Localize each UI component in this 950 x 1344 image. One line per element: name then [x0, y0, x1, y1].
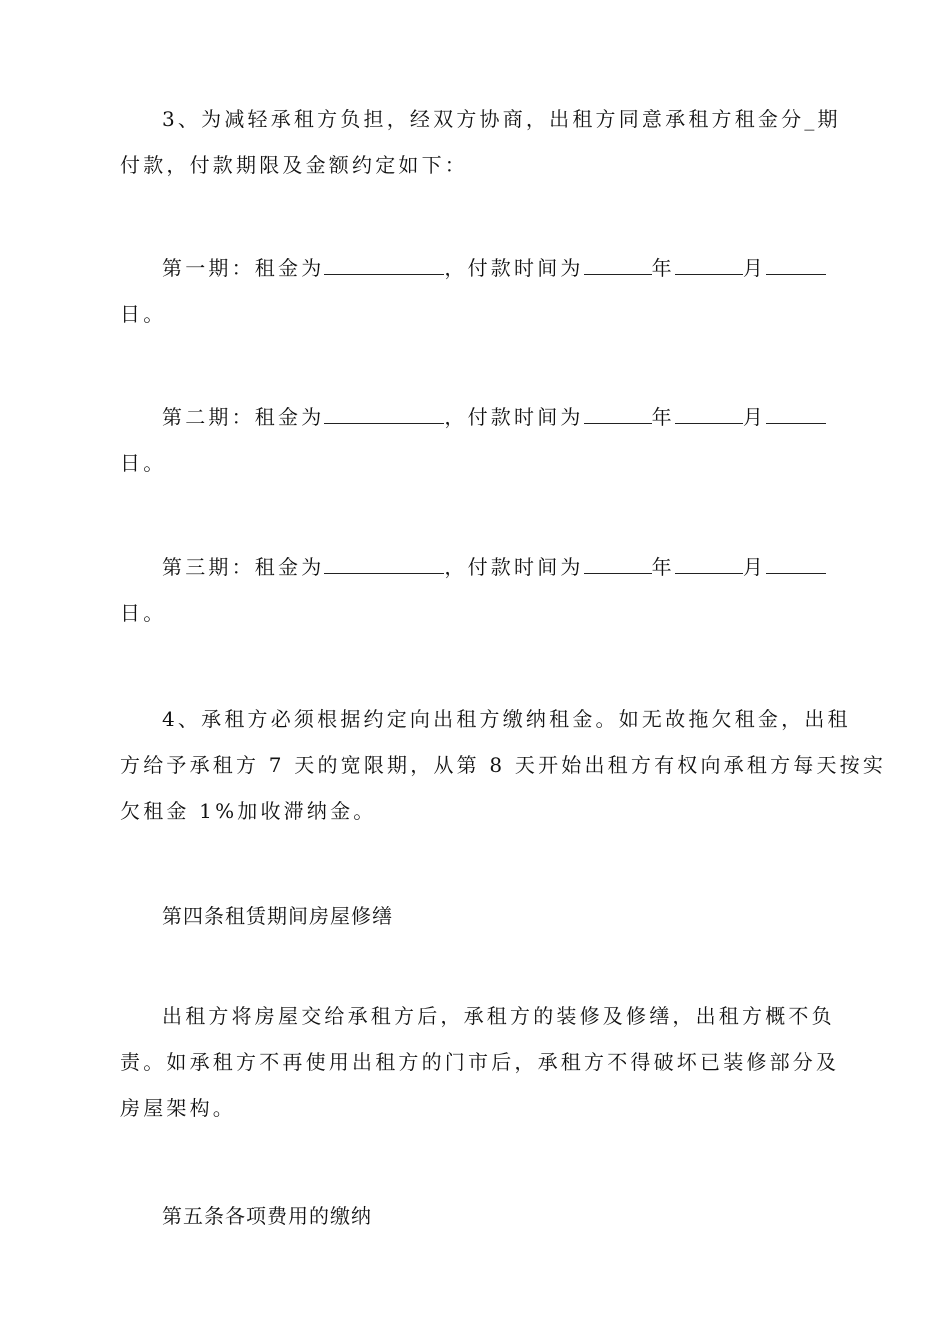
installment-1	[120, 245, 832, 337]
installment-2-label: 第二期：租金为	[162, 405, 325, 429]
installment-3-year: 年	[651, 555, 675, 579]
installment-3-line	[120, 544, 832, 590]
installment-1-line	[120, 245, 832, 291]
installment-2-pay-time: ，付款时间为	[444, 405, 584, 429]
clause-3-paragraph	[120, 96, 841, 188]
installment-2-year-blank	[584, 403, 652, 424]
installment-1-year: 年	[651, 256, 675, 280]
installment-3	[120, 544, 832, 636]
installment-2-day: 日。	[120, 451, 167, 475]
installment-1-amount-blank	[324, 254, 444, 275]
clause-4-line-2: 方给予承租方 7 天的宽限期，从第 8 天开始出租方有权向承租方每天按实	[120, 753, 887, 777]
installment-3-month-blank	[675, 553, 743, 574]
installment-1-month-blank	[675, 254, 743, 275]
installment-1-month: 月	[742, 256, 767, 280]
installment-2-day-blank	[766, 403, 826, 424]
installment-1-label: 第一期：租金为	[162, 256, 325, 280]
installment-3-year-blank	[584, 553, 652, 574]
installment-2-month: 月	[742, 405, 767, 429]
clause-4-line-1: 4、承租方必须根据约定向出租方缴纳租金。如无故拖欠租金，出租	[162, 707, 851, 731]
installment-2-line	[120, 394, 832, 440]
installment-2-year: 年	[651, 405, 675, 429]
installment-1-day: 日。	[120, 302, 167, 326]
article-5-heading: 第五条各项费用的缴纳	[162, 1204, 372, 1228]
installment-2-month-blank	[675, 403, 743, 424]
article-4-line-3: 房屋架构。	[120, 1096, 236, 1120]
article-4-heading: 第四条租赁期间房屋修缮	[162, 904, 393, 928]
clause-3-line-1: 3、为减轻承租方负担，经双方协商，出租方同意承租方租金分_期	[162, 107, 841, 131]
installment-1-pay-time: ，付款时间为	[444, 256, 584, 280]
installment-3-day-blank	[766, 553, 826, 574]
clause-3-line-2: 付款，付款期限及金额约定如下：	[120, 153, 468, 177]
installment-1-day-blank	[766, 254, 826, 275]
article-4-line-1: 出租方将房屋交给承租方后，承租方的装修及修缮，出租方概不负	[162, 1004, 835, 1028]
installment-3-month: 月	[742, 555, 767, 579]
installment-2	[120, 394, 832, 486]
installment-3-label: 第三期：租金为	[162, 555, 325, 579]
clause-4-paragraph	[120, 696, 887, 834]
clause-4-line-3: 欠租金 1%加收滞纳金。	[120, 799, 377, 823]
article-4-line-2: 责。如承租方不再使用出租方的门市后，承租方不得破坏已装修部分及	[120, 1050, 840, 1074]
installment-3-pay-time: ，付款时间为	[444, 555, 584, 579]
installment-1-year-blank	[584, 254, 652, 275]
installment-3-day: 日。	[120, 601, 167, 625]
installment-3-amount-blank	[324, 553, 444, 574]
installment-2-amount-blank	[324, 403, 444, 424]
article-4-paragraph	[120, 993, 840, 1131]
